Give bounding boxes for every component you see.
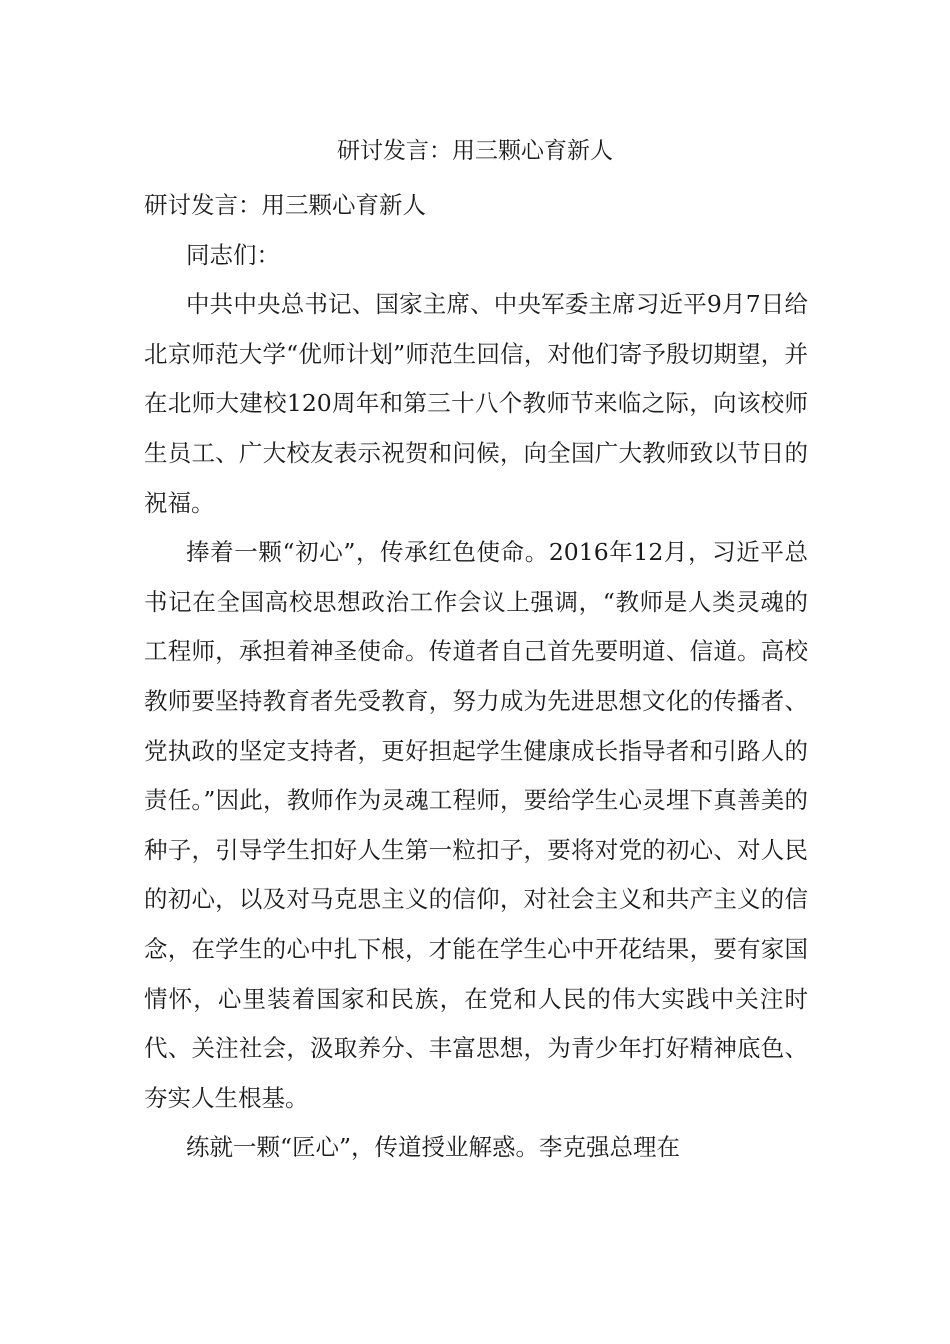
document-body xyxy=(144,181,808,1173)
paragraph-original-heart: 捧着一颗“初心”，传承红色使命。2016年12月，习近平总书记在全国高校思想政治工作会议上强调，“教师是人类灵魂的工程师，承担着神圣使命。传道者自己首先要明道、信道。高校教师要坚持教育者先受教育，努力成为先进思想文化的传播者、党执政的坚定支持者，更好担起学生健康成长指导者和引路人的责任。”因此，教师作为灵魂工程师，要给学生心灵埋下真善美的种子，引导学生扣好人生第一粒扣子，要将对党的初心、对人民的初心，以及对马克思主义的信仰，对社会主义和共产主义的信念，在学生的心中扎下根，才能在学生心中开花结果，要有家国情怀，心里装着国家和民族，在党和人民的伟大实践中关注时代、关注社会，汲取养分、丰富思想，为青少年打好精神底色、夯实人生根基。 xyxy=(144,538,808,1112)
document-subtitle: 研讨发言：用三颗心育新人 xyxy=(144,191,426,219)
document-title: 研讨发言：用三颗心育新人 xyxy=(337,138,613,164)
greeting-line: 同志们： xyxy=(186,240,280,269)
paragraph-craftsman-heart: 练就一颗“匠心”，传道授业解惑。李克强总理在 xyxy=(186,1133,681,1162)
paragraph-intro: 中共中央总书记、国家主席、中央军委主席习近平9月7日给北京师范大学“优师计划”师范生回信，对他们寄予殷切期望，并在北师大建校120周年和第三十八个教师节来临之际，向该校师生员工、广大校友表示祝贺和问候，向全国广大教师致以节日的祝福。 xyxy=(144,290,808,517)
